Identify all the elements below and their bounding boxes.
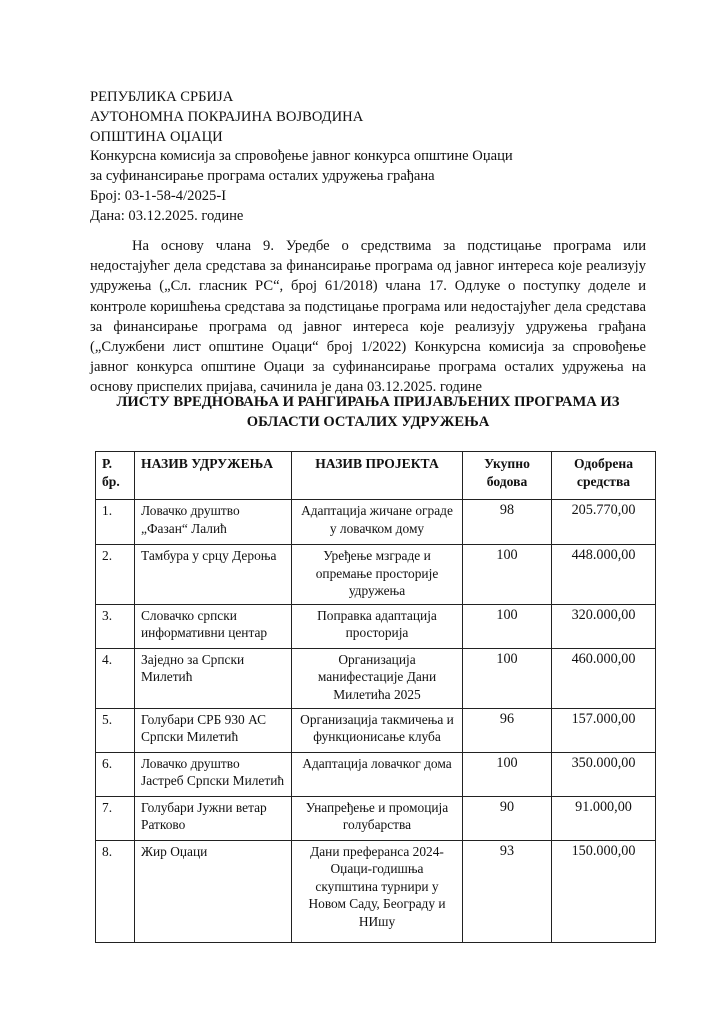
header-province: АУТОНОМНА ПОКРАЈИНА ВОЈВОДИНА <box>90 108 364 125</box>
table-row <box>96 604 656 648</box>
row-organization: Ловачко друштво „Фазан“ Лалић <box>135 500 292 545</box>
row-points: 100 <box>463 545 552 605</box>
row-points: 100 <box>463 604 552 648</box>
row-organization: Голубари СРБ 930 АС Српски Милетић <box>135 708 292 752</box>
row-number: 8. <box>96 840 135 942</box>
header-points-line-2: бодова <box>486 473 528 489</box>
row-project: Организација такмичења и функционисање клуба <box>292 708 463 752</box>
header-commission-purpose: за суфинансирање програма осталих удружења грађана <box>90 168 435 185</box>
row-points: 100 <box>463 648 552 708</box>
header-municipality: ОПШТИНА ОЏАЦИ <box>90 128 223 145</box>
header-country: РЕПУБЛИКА СРБИЈА <box>90 89 234 105</box>
row-points: 100 <box>463 752 552 796</box>
table-row <box>96 796 656 840</box>
row-number: 3. <box>96 604 135 648</box>
row-amount: 350.000,00 <box>552 752 656 796</box>
table-row <box>96 840 656 942</box>
title-line-1: ЛИСТУ ВРЕДНОВАЊА И РАНГИРАЊА ПРИЈАВЉЕНИХ ПРОГРАМА ИЗ <box>116 394 620 410</box>
table-row <box>96 500 656 545</box>
header-date: Дана: 03.12.2025. године <box>90 207 244 224</box>
row-organization: Тамбура у срцу Дероња <box>135 545 292 605</box>
header-points <box>463 452 552 500</box>
table-row <box>96 545 656 605</box>
title-line-2: ОБЛАСТИ ОСТАЛИХ УДРУЖЕЊА <box>246 414 490 430</box>
row-number: 7. <box>96 796 135 840</box>
row-project: Организација манифестације Дани Милетића 2025 <box>292 648 463 708</box>
row-number: 2. <box>96 545 135 605</box>
row-points: 93 <box>463 840 552 942</box>
row-amount: 205.770,00 <box>552 500 656 545</box>
row-number: 6. <box>96 752 135 796</box>
row-organization: Голубари Јужни ветар Ратково <box>135 796 292 840</box>
header-points-line-1: Укупно <box>484 456 530 471</box>
document-header <box>90 88 513 227</box>
header-amount-line-2: средства <box>576 473 631 489</box>
header-number-line-2: бр. <box>102 473 120 489</box>
row-project: Уређење мзграде и опремање просторије удружења <box>292 545 463 605</box>
table-row <box>96 752 656 796</box>
header-document-number: Број: 03-1-58-4/2025-I <box>90 187 227 204</box>
table-header-row <box>96 452 656 500</box>
header-amount-line-1: Одобрена <box>573 456 634 471</box>
row-project: Унапређење и промоција голубарства <box>292 796 463 840</box>
row-points: 96 <box>463 708 552 752</box>
row-amount: 448.000,00 <box>552 545 656 605</box>
row-organization: Заједно за Српски Милетић <box>135 648 292 708</box>
row-points: 90 <box>463 796 552 840</box>
header-organization: НАЗИВ УДРУЖЕЊА <box>135 452 292 500</box>
header-number <box>96 452 135 500</box>
row-amount: 91.000,00 <box>552 796 656 840</box>
row-number: 5. <box>96 708 135 752</box>
row-amount: 460.000,00 <box>552 648 656 708</box>
row-amount: 320.000,00 <box>552 604 656 648</box>
row-organization: Ловачко друштво Јастреб Српски Милетић <box>135 752 292 796</box>
header-amount <box>552 452 656 500</box>
row-project: Поправка адаптација просторија <box>292 604 463 648</box>
row-number: 4. <box>96 648 135 708</box>
header-project: НАЗИВ ПРОЈЕКТА <box>292 452 463 500</box>
row-amount: 150.000,00 <box>552 840 656 942</box>
row-project: Дани преферанса 2024-Оџаци-годишња скупштина турнири у Новом Саду, Београду и НИшу <box>292 840 463 942</box>
header-number-line-1: Р. <box>102 456 113 471</box>
row-project: Адаптација жичане ограде у ловачком дому <box>292 500 463 545</box>
table-row <box>96 648 656 708</box>
ranking-table <box>95 451 656 943</box>
row-organization: Словачко српски информативни центар <box>135 604 292 648</box>
row-organization: Жир Оџаци <box>135 840 292 942</box>
paragraph-text: На основу члана 9. Уредбе о средствима за подстицање програма или недостајућег дела средстава за финансирање програма од јавног интереса које реализују удружења („Сл. гласник РС“, број 61/2018) члана 17. Одлуке о поступку доделе и контроле коришћења средстава за подстицање програма или недостајућег дела средстава за финансирање програма од јавног интереса које реализују удружења грађана („Службени лист општине Оџаци“ број 1/2022) Конкурсна комисија за спровођење јавног конкурса општине Оџаци за суфинансирање програма осталих удружења на основу приспелих пријава, сачинила је дана 03.12.2025. године <box>90 238 646 396</box>
legal-basis-paragraph <box>90 236 646 398</box>
row-points: 98 <box>463 500 552 545</box>
header-commission: Конкурсна комисија за спровођење јавног конкурса општине Оџаци <box>90 148 513 165</box>
table-row <box>96 708 656 752</box>
row-amount: 157.000,00 <box>552 708 656 752</box>
document-title <box>90 392 646 432</box>
row-project: Адаптација ловачког дома <box>292 752 463 796</box>
row-number: 1. <box>96 500 135 545</box>
